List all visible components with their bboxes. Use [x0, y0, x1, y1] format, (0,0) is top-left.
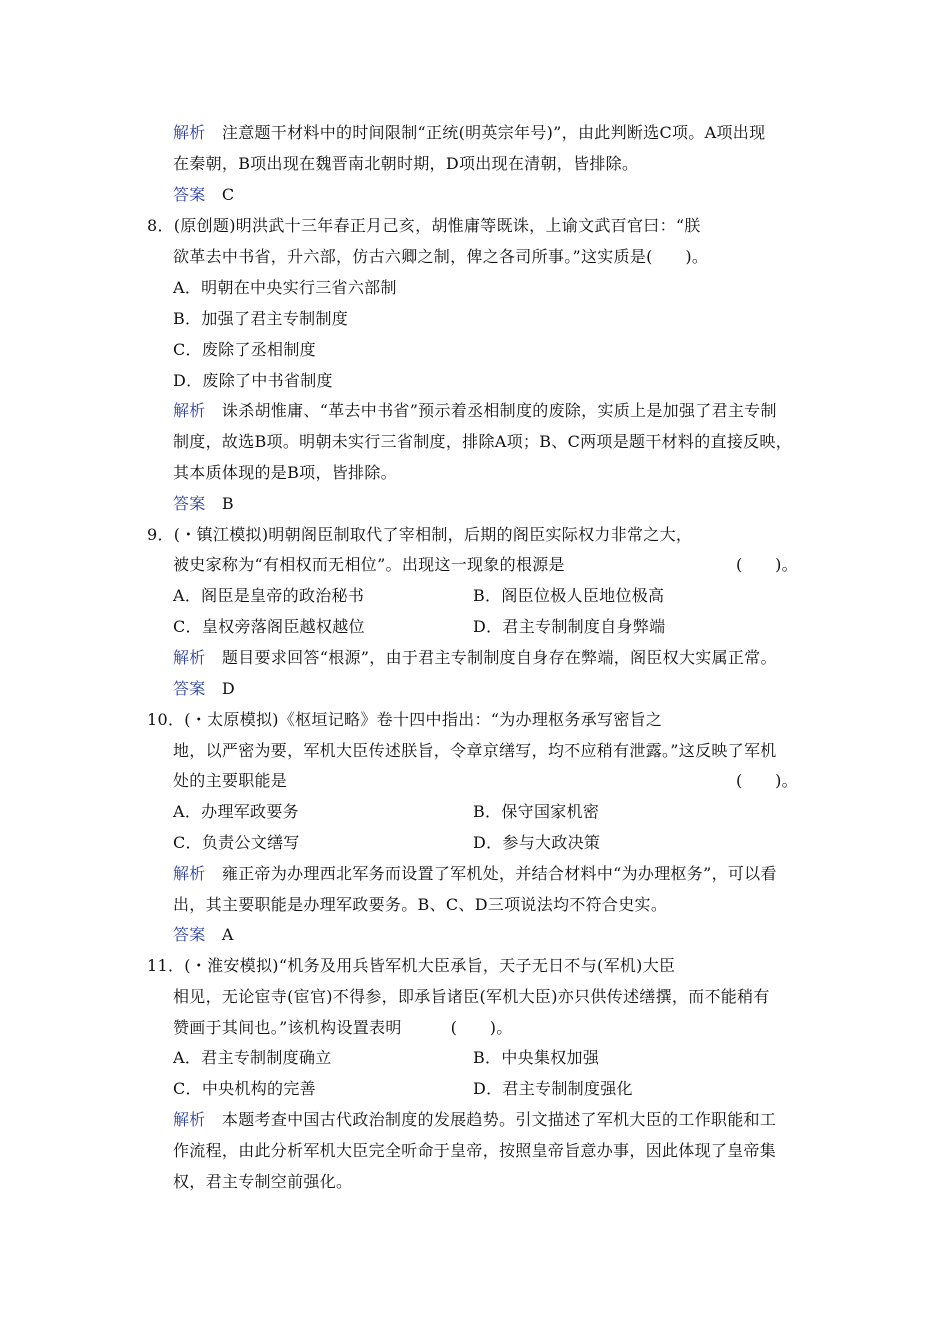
q8-option-a: A．明朝在中央实行三省六部制	[173, 278, 397, 297]
analysis-tag: 解析	[173, 401, 206, 420]
q8-option-b: B．加强了君主专制制度	[173, 309, 349, 328]
q10-answer-line: 答案 A	[173, 925, 234, 944]
q10-stem-line: 处的主要职能是 ( )。	[173, 771, 798, 790]
analysis-tag: 解析	[173, 864, 206, 883]
q10-options-row	[173, 833, 601, 853]
q10-stem-line: 10．(・太原模拟)《枢垣记略》卷十四中指出：“为办理枢务承写密旨之	[147, 710, 663, 729]
q10-option-d: D．参与大政决策	[473, 833, 601, 852]
answer-bracket: ( )。	[736, 771, 798, 790]
q9-options-row	[173, 586, 665, 606]
q8-stem-line: 8．(原创题)明洪武十三年春正月己亥，胡惟庸等既诛，上谕文武百官曰：“朕	[147, 216, 701, 235]
q9-answer-line: 答案 D	[173, 679, 236, 698]
q10-option-a: A．办理军政要务	[173, 802, 299, 821]
q11-option-b: B．中央集权加强	[473, 1048, 600, 1067]
q10-option-c: C．负责公文缮写	[173, 833, 300, 852]
q11-stem-line: 相见，无论宦寺(宦官)不得参，即承旨诸臣(军机大臣)亦只供传述缮撰，而不能稍有	[173, 987, 770, 1006]
q11-option-c: C．中央机构的完善	[173, 1079, 316, 1098]
answer-tag: 答案	[173, 925, 206, 944]
q9-option-c: C．皇权旁落阁臣越权越位	[173, 617, 365, 636]
q9-option-d: D．君主专制制度自身弊端	[473, 617, 666, 636]
q8-analysis-line: 解析 诛杀胡惟庸、“革去中书省”预示着丞相制度的废除，实质上是加强了君主专制	[173, 401, 777, 420]
q9-options-row	[173, 617, 666, 637]
q10-analysis-line: 出，其主要职能是办理军政要务。B、C、D三项说法均不符合史实。	[173, 895, 668, 914]
q8-option-c: C．废除了丞相制度	[173, 340, 316, 359]
analysis-tag: 解析	[173, 1110, 206, 1129]
q8-analysis-line: 制度，故选B项。明朝未实行三省制度，排除A项；B、C两项是题干材料的直接反映，	[173, 432, 793, 451]
q11-analysis-line: 解析 本题考查中国古代政治制度的发展趋势。引文描述了军机大臣的工作职能和工	[173, 1110, 777, 1129]
q10-analysis-line: 解析 雍正帝为办理西北军务而设置了军机处，并结合材料中“为办理枢务”，可以看	[173, 864, 777, 883]
q7-analysis-line: 解析 注意题干材料中的时间限制“正统(明英宗年号)”，由此判断选C项。A项出现	[173, 123, 766, 142]
q10-options-row	[173, 802, 600, 822]
q9-stem-line: 9．(・镇江模拟)明朝阁臣制取代了宰相制，后期的阁臣实际权力非常之大，	[147, 525, 693, 544]
answer-tag: 答案	[173, 679, 206, 698]
analysis-tag: 解析	[173, 123, 206, 142]
q11-option-d: D．君主专制制度强化	[473, 1079, 633, 1098]
analysis-tag: 解析	[173, 648, 206, 667]
q11-option-a: A．君主专制制度确立	[173, 1048, 332, 1067]
q7-answer-line: 答案 C	[173, 185, 235, 204]
q11-stem-line: 赞画于其间也。”该机构设置表明 ( )。	[173, 1018, 513, 1037]
q11-options-row	[173, 1048, 600, 1068]
q10-option-b: B．保守国家机密	[473, 802, 600, 821]
q9-option-b: B．阁臣位极人臣地位极高	[473, 586, 665, 605]
q8-analysis-line: 其本质体现的是B项，皆排除。	[173, 463, 397, 482]
q8-stem-line: 欲革去中书省，升六部，仿古六卿之制，俾之各司所事。”这实质是( )。	[173, 247, 709, 266]
q9-stem-line: 被史家称为“有相权而无相位”。出现这一现象的根源是 ( )。	[173, 555, 798, 574]
q8-option-d: D．废除了中书省制度	[173, 371, 333, 390]
q11-stem-line: 11．(・淮安模拟)“机务及用兵皆军机大臣承旨，天子无日不与(军机)大臣	[147, 956, 676, 975]
q11-options-row	[173, 1079, 633, 1099]
q11-analysis-line: 作流程，由此分析军机大臣完全听命于皇帝，按照皇帝旨意办事，因此体现了皇帝集	[173, 1141, 777, 1160]
answer-bracket: ( )。	[736, 555, 798, 574]
answer-tag: 答案	[173, 185, 206, 204]
q11-analysis-line: 权，君主专制空前强化。	[173, 1172, 353, 1191]
q10-stem-line: 地，以严密为要，军机大臣传述朕旨，令章京缮写，均不应稍有泄露。”这反映了军机	[173, 741, 777, 760]
q9-option-a: A．阁臣是皇帝的政治秘书	[173, 586, 365, 605]
answer-tag: 答案	[173, 494, 206, 513]
q7-analysis-line: 在秦朝，B项出现在魏晋南北朝时期，D项出现在清朝，皆排除。	[173, 154, 639, 173]
q9-analysis-line: 解析 题目要求回答“根源”，由于君主专制制度自身存在弊端，阁臣权大实属正常。	[173, 648, 777, 667]
q8-answer-line: 答案 B	[173, 494, 234, 513]
